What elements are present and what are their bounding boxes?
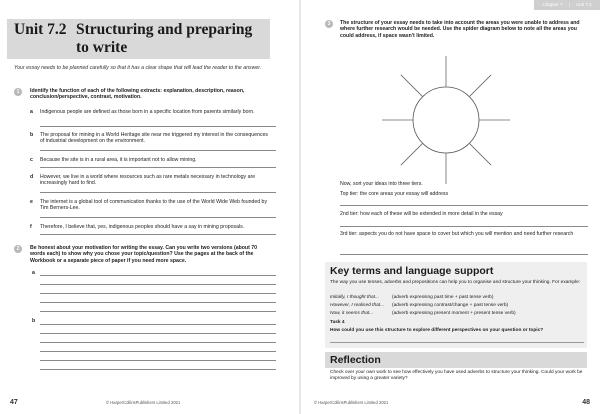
q1-item-b <box>30 132 272 145</box>
q2-number: 2 <box>14 245 22 253</box>
item-text: Indigenous people are defined as those born in a specific location from parents similarly born. <box>40 109 255 115</box>
answer-line[interactable] <box>40 333 276 334</box>
task-label: Task 4 <box>330 320 345 325</box>
q2-prompt: Be honest about your motivation for writing the essay. Can you write two versions (about 70 words each) to show why you chose your topic/question? Use the pages at the back of the Workbook or a separate piece of paper if you need more space. <box>30 245 258 264</box>
item-letter: a <box>30 109 33 115</box>
answer-line[interactable] <box>40 217 276 218</box>
answer-line[interactable] <box>340 254 588 255</box>
answer-line[interactable] <box>40 311 276 312</box>
right-page <box>300 0 600 414</box>
spider-legs <box>382 56 510 184</box>
q1-item-e <box>30 199 272 212</box>
key-phrase: Initially, I thought that... <box>330 295 379 300</box>
answer-line[interactable] <box>40 234 276 235</box>
tab-chapter: Chapter 7 <box>542 2 563 7</box>
answer-line[interactable] <box>40 284 276 285</box>
q1-item-f <box>30 224 272 230</box>
title-line1: Structuring and preparing <box>76 21 253 38</box>
item-text: However, we live in a world where resources such as rare metals necessary in technology are increasingly hard to find. <box>40 174 256 187</box>
q2-label-b: b <box>32 318 36 324</box>
answer-line[interactable] <box>40 342 276 343</box>
key-terms-title: Key terms and language support <box>330 265 494 277</box>
item-text: The proposal for mining in a World Heritage site near me triggered my interest in the consequences of industrial development on the environment. <box>40 132 268 145</box>
key-phrase: Now, it seems that... <box>330 311 374 316</box>
spider-diagram[interactable] <box>380 54 512 186</box>
item-text: Because the site is in a rural area, it is important not to allow mining. <box>40 157 197 163</box>
answer-line[interactable] <box>40 167 276 168</box>
q1-prompt: Identify the function of each of the following extracts: explanation, description, reason, conclusion/perspective, contrast, motivation. <box>30 88 245 101</box>
item-letter: f <box>30 224 32 230</box>
q1-item-c <box>30 157 272 163</box>
answer-line[interactable] <box>40 126 276 127</box>
intro-text: Your essay needs to be planned carefully so that it has a clear shape that will lead the reader to the answer. <box>14 65 262 71</box>
key-desc: (adverb expressing contrast/change + past tense verb) <box>392 303 509 308</box>
title-line2: to write <box>76 39 128 56</box>
answer-line[interactable] <box>40 351 276 352</box>
unit-title <box>14 21 274 57</box>
answer-line[interactable] <box>40 360 276 361</box>
key-desc: (adverb expressing present moment + present tense verb) <box>392 311 516 316</box>
tab-unit: Unit 7.2 <box>575 2 592 7</box>
chapter-tab: Chapter 7 | Unit 7.2 <box>534 0 600 10</box>
q3-number: 3 <box>325 20 333 28</box>
item-text: Therefore, I believe that, yes, indigenous peoples should have a say in mining proposals. <box>40 224 245 230</box>
spider-center[interactable] <box>413 87 479 153</box>
q1-number: 1 <box>14 88 22 96</box>
item-letter: e <box>30 199 33 205</box>
q1-item-d <box>30 174 272 187</box>
key-row <box>330 303 508 309</box>
key-row <box>330 295 493 301</box>
second-tier: 2nd tier: how each of these will be extended in more detail in the essay <box>340 211 503 217</box>
answer-line[interactable] <box>40 324 276 325</box>
third-tier: 3rd tier: aspects you do not have space to cover but which you will mention and need further research <box>340 231 574 237</box>
answer-line[interactable] <box>340 205 588 206</box>
answer-line[interactable] <box>330 342 584 343</box>
key-row <box>330 311 516 317</box>
answer-line[interactable] <box>340 226 588 227</box>
tiers-intro: Now, sort your ideas into three tiers. <box>340 181 423 187</box>
key-terms-intro: The way you use tenses, adverbs and prepositions can help you to organise and structure your thinking. For example: <box>330 280 581 285</box>
answer-line[interactable] <box>40 293 276 294</box>
q2-label-a: a <box>32 270 35 276</box>
answer-line[interactable] <box>40 192 276 193</box>
unit-number: Unit 7.2 <box>14 21 67 38</box>
key-phrase: However, I realised that... <box>330 303 385 308</box>
top-tier: Top tier: the core areas your essay will address <box>340 191 449 197</box>
item-letter: c <box>30 157 33 163</box>
page-number: 47 <box>10 399 18 406</box>
item-text: The internet is a global tool of communication thanks to the use of the World Wide Web founded by Tim Berners-Lee. <box>40 199 268 212</box>
answer-line[interactable] <box>40 150 276 151</box>
reflection-title: Reflection <box>330 354 381 366</box>
q3-prompt: The structure of your essay needs to take into account the areas you were unable to address and where further research would be needed. Use the spider diagram below to note all the areas you could address, if space wasn't limited. <box>340 20 580 39</box>
task-question: How could you use this structure to explore different perspectives on your question or topic? <box>330 328 544 333</box>
item-letter: b <box>30 132 34 138</box>
answer-line[interactable] <box>40 302 276 303</box>
key-desc: (adverb expressing past time + past tense verb) <box>392 295 494 300</box>
page-number: 48 <box>582 399 590 406</box>
q1-item-a <box>30 109 272 115</box>
item-letter: d <box>30 174 34 180</box>
copyright: © HarperCollinsPublishers Limited 2021 <box>314 400 389 405</box>
answer-line[interactable] <box>40 275 276 276</box>
reflection-text: Check over your own work to see how effectively you have used adverbs to structure your thinking. Could your work be improved by using a greater variety? <box>330 370 583 381</box>
answer-line[interactable] <box>40 369 276 370</box>
copyright: © HarperCollinsPublishers Limited 2021 <box>106 400 181 405</box>
